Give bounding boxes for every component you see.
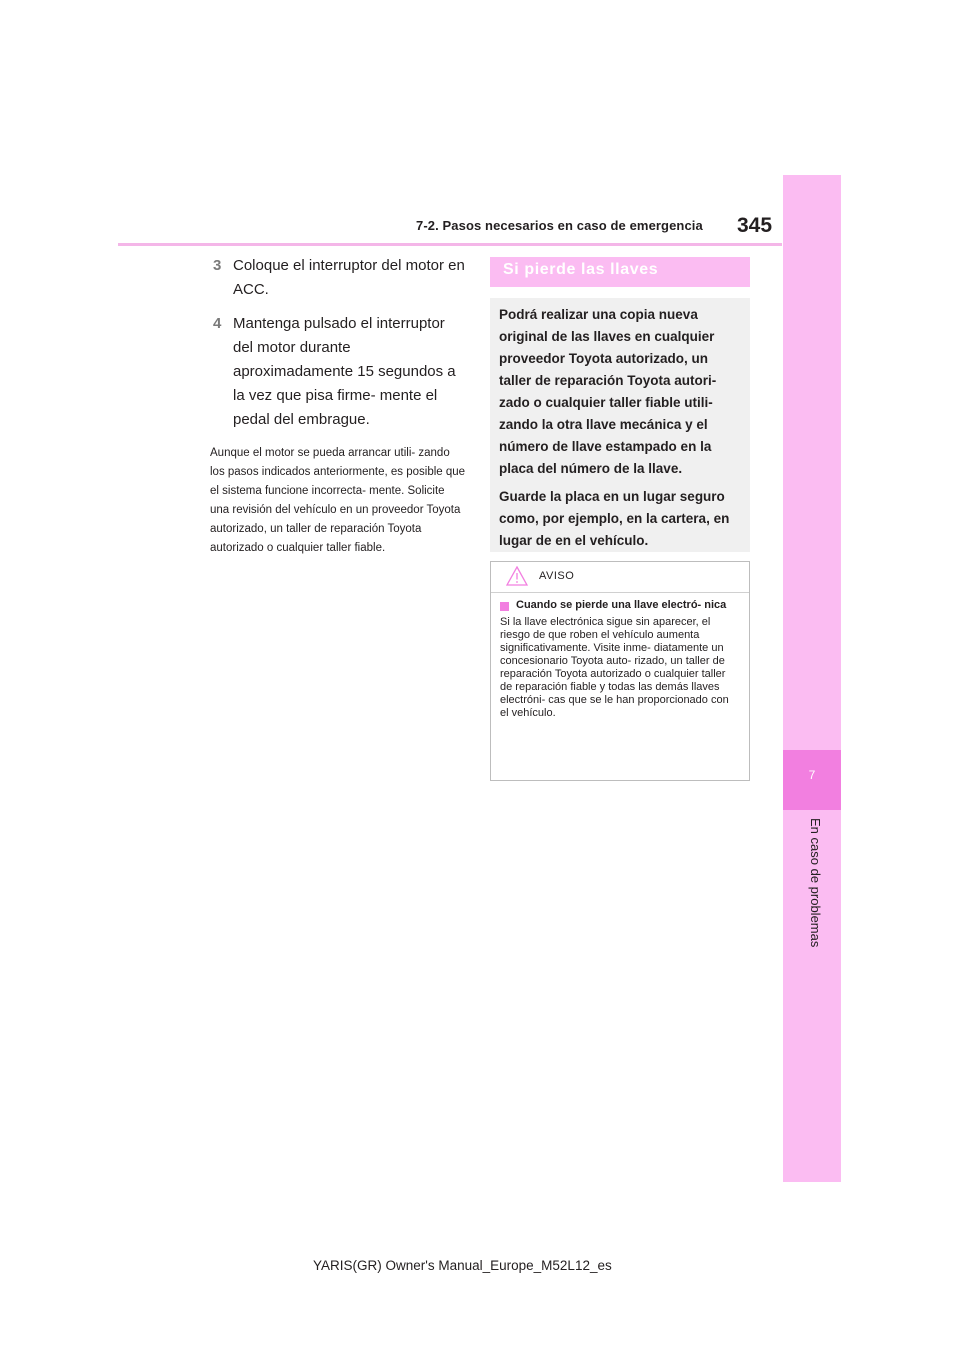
step-item [210,254,466,302]
footer-manual-id: YARIS(GR) Owner's Manual_Europe_M52L12_es [313,1258,612,1273]
step-number: 4 [213,315,222,332]
summary-paragraph: Guarde la placa en un lugar seguro como, por ejemplo, en la cartera, en lugar de en el vehículo. [499,489,730,548]
warning-box [490,561,750,781]
summary-box [490,298,750,552]
step-text: Mantenga pulsado el interruptor del motor durante aproximadamente 15 segundos a la vez que pisa firme- mente el pedal del embrague. [233,315,456,428]
step-number: 3 [213,257,222,274]
warning-header [491,562,749,593]
bullet-square-icon [500,602,509,611]
step-text: Coloque el interruptor del motor en ACC. [233,257,465,298]
header-divider [118,243,782,246]
section-header-title: 7-2. Pasos necesarios en caso de emergencia [416,218,703,233]
chapter-number: 7 [808,768,816,782]
note-paragraph: Aunque el motor se pueda arrancar utili- zando los pasos indicados anteriormente, es posible que el sistema funcione incorrecta- mente. Solicite una revisión del vehículo en un proveedor Toyota autorizado, un taller de reparación Toyota autorizado o cualquier taller fiable. [210,447,466,554]
chapter-label: En caso de problemas [808,818,823,948]
warning-label: AVISO [539,570,575,582]
summary-paragraph: Podrá realizar una copia nueva original de las llaves en cualquier proveedor Toyota autorizado, un taller de reparación Toyota autori- zado o cualquier taller fiable utili- zando la otra llave mecánica y el número de llave estampado en la placa del número de la llave. [499,307,717,476]
step-item [210,312,466,432]
section-title: Si pierde las llaves [503,261,659,278]
warning-text: Si la llave electrónica sigue sin aparecer, el riesgo de que roben el vehículo aumenta significativamente. Visite inme- diatamente un concesionario Toyota auto- rizado, un taller de reparación Toyota autorizado o cualquier taller de reparación fiable y todas las demás llaves electróni- cas que se le han proporcionado con el vehículo. [500,616,729,719]
left-column [210,254,466,558]
warning-heading-text: Cuando se pierde una llave electró- nica [516,599,727,611]
warning-body [491,593,749,720]
warning-heading [500,599,740,612]
page-number: 345 [737,214,773,237]
chapter-side-tab [783,175,841,1182]
warning-triangle-icon [506,566,528,586]
